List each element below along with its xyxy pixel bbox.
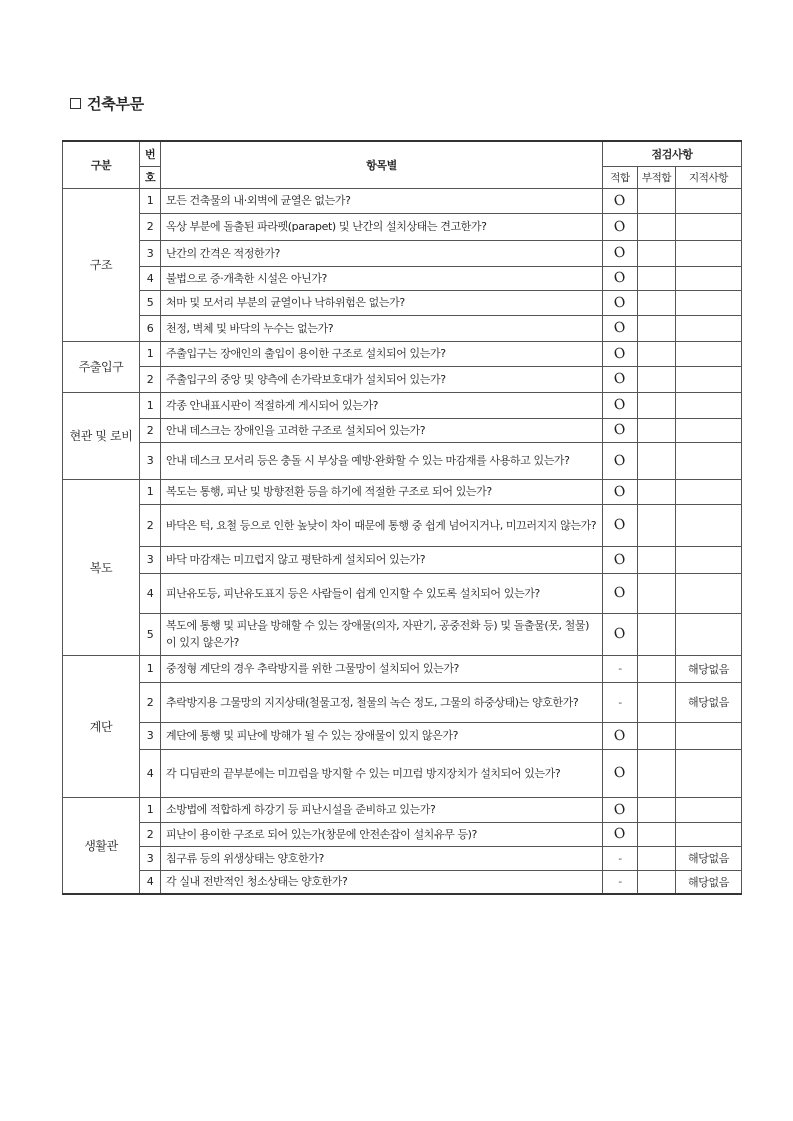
table-row [63,290,742,315]
pass-mark [603,188,638,213]
table-body [63,188,742,894]
item-text: 계단에 통행 및 피난에 방해가 될 수 있는 장애물이 있지 않은가? [161,722,603,749]
fail-mark [638,846,676,870]
pass-mark [603,573,638,613]
row-number: 1 [140,655,161,682]
row-number: 2 [140,822,161,846]
row-number: 3 [140,846,161,870]
handwritten-o-mark: O [612,550,628,569]
handwritten-o-mark: O [612,482,628,501]
table-row [63,749,742,797]
pass-mark: - [603,655,638,682]
remark-text [676,797,742,822]
pass-mark [603,504,638,546]
fail-mark [638,797,676,822]
row-number: 2 [140,366,161,392]
table-row [63,442,742,479]
table-row [63,573,742,613]
item-text: 피난이 용이한 구조로 되어 있는가(창문에 안전손잡이 설치유무 등)? [161,822,603,846]
row-number: 2 [140,418,161,442]
remark-text [676,392,742,418]
handwritten-o-mark: O [612,451,628,470]
row-number: 4 [140,573,161,613]
handwritten-o-mark: O [612,319,628,337]
table-row [63,846,742,870]
row-number: 4 [140,266,161,290]
remark-text [676,546,742,573]
remark-text [676,240,742,266]
pass-mark [603,290,638,315]
pass-mark [603,546,638,573]
item-text: 추락방지용 그물망의 지지상태(철물고정, 철물의 녹슨 정도, 그물의 하중상태)는 양호한가? [161,682,603,722]
fail-mark [638,442,676,479]
fail-mark [638,822,676,846]
table-row [63,392,742,418]
header-number-top: 번 [140,141,161,166]
handwritten-o-mark: O [612,396,628,414]
category-cell: 계단 [63,655,140,797]
remark-text: 해당없음 [676,682,742,722]
category-cell: 주출입구 [63,341,140,392]
pass-mark [603,797,638,822]
handwritten-o-mark: O [612,217,628,236]
table-row [63,188,742,213]
fail-mark [638,870,676,894]
row-number: 1 [140,797,161,822]
remark-text [676,573,742,613]
row-number: 5 [140,290,161,315]
pass-mark [603,749,638,797]
pass-mark: - [603,846,638,870]
inspection-table [62,140,742,895]
table-row [63,822,742,846]
item-text: 난간의 간격은 적정한가? [161,240,603,266]
header-check: 점검사항 [603,141,742,166]
handwritten-o-mark: O [612,244,628,262]
remark-text: 해당없음 [676,870,742,894]
row-number: 2 [140,682,161,722]
handwritten-o-mark: O [612,825,628,843]
handwritten-o-mark: O [612,584,628,602]
item-text: 처마 및 모서리 부분의 균열이나 낙하위험은 없는가? [161,290,603,315]
fail-mark [638,240,676,266]
fail-mark [638,266,676,290]
handwritten-o-mark: O [612,516,628,534]
table-row [63,341,742,366]
header-remark: 지적사항 [676,166,742,188]
handwritten-o-mark: O [612,764,628,782]
fail-mark [638,613,676,655]
remark-text [676,822,742,846]
item-text: 주출입구는 장애인의 출입이 용이한 구조로 설치되어 있는가? [161,341,603,366]
section-heading [70,93,144,114]
row-number: 4 [140,749,161,797]
table-row [63,366,742,392]
pass-mark [603,822,638,846]
pass-mark [603,418,638,442]
remark-text: 해당없음 [676,655,742,682]
section-title: 건축부문 [87,95,144,113]
fail-mark [638,722,676,749]
fail-mark [638,392,676,418]
pass-mark [603,366,638,392]
header-fail: 부적합 [638,166,676,188]
remark-text [676,366,742,392]
item-text: 바닥은 턱, 요철 등으로 인한 높낮이 차이 때문에 통행 중 쉽게 넘어지거나, 미끄러지지 않는가? [161,504,603,546]
fail-mark [638,655,676,682]
category-cell: 생활관 [63,797,140,894]
table-row [63,418,742,442]
pass-mark [603,266,638,290]
header-item: 항목별 [161,141,603,188]
remark-text: 해당없음 [676,846,742,870]
pass-mark: - [603,870,638,894]
remark-text [676,418,742,442]
table-row [63,655,742,682]
fail-mark [638,315,676,341]
row-number: 1 [140,188,161,213]
row-number: 1 [140,341,161,366]
pass-mark: - [603,682,638,722]
fail-mark [638,682,676,722]
fail-mark [638,213,676,240]
category-cell: 복도 [63,479,140,655]
item-text: 복도에 통행 및 피난을 방해할 수 있는 장애물(의자, 자판기, 공중전화 등) 및 돌출물(못, 철물)이 있지 않은가? [161,613,603,655]
handwritten-o-mark: O [612,344,628,363]
remark-text [676,213,742,240]
category-cell: 구조 [63,188,140,341]
row-number: 6 [140,315,161,341]
row-number: 2 [140,504,161,546]
header-category: 구분 [63,141,140,188]
row-number: 3 [140,722,161,749]
remark-text [676,504,742,546]
fail-mark [638,290,676,315]
pass-mark [603,442,638,479]
row-number: 4 [140,870,161,894]
handwritten-o-mark: O [612,191,628,210]
category-cell: 현관 및 로비 [63,392,140,479]
handwritten-o-mark: O [612,726,628,745]
handwritten-o-mark: O [612,625,628,643]
square-bullet-icon [70,98,81,109]
table-row [63,613,742,655]
item-text: 중정형 계단의 경우 추락방지를 위한 그물망이 설치되어 있는가? [161,655,603,682]
table-row [63,213,742,240]
handwritten-o-mark: O [612,800,628,819]
item-text: 안내 데스크 모서리 등은 충돌 시 부상을 예방·완화할 수 있는 마감재를 사용하고 있는가? [161,442,603,479]
remark-text [676,341,742,366]
item-text: 피난유도등, 피난유도표지 등은 사람들이 쉽게 인지할 수 있도록 설치되어 있는가? [161,573,603,613]
handwritten-o-mark: O [612,293,628,312]
item-text: 옥상 부분에 돌출된 파라펫(parapet) 및 난간의 설치상태는 견고한가? [161,213,603,240]
table-row [63,504,742,546]
pass-mark [603,213,638,240]
pass-mark [603,392,638,418]
table-row [63,479,742,504]
row-number: 2 [140,213,161,240]
remark-text [676,442,742,479]
fail-mark [638,341,676,366]
table-row [63,546,742,573]
remark-text [676,188,742,213]
remark-text [676,290,742,315]
pass-mark [603,613,638,655]
table-row [63,870,742,894]
remark-text [676,722,742,749]
row-number: 1 [140,392,161,418]
remark-text [676,315,742,341]
item-text: 천정, 벽체 및 바닥의 누수는 없는가? [161,315,603,341]
table-row [63,315,742,341]
row-number: 3 [140,442,161,479]
fail-mark [638,188,676,213]
remark-text [676,749,742,797]
item-text: 침구류 등의 위생상태는 양호한가? [161,846,603,870]
handwritten-o-mark: O [612,370,628,388]
fail-mark [638,504,676,546]
item-text: 모든 건축물의 내·외벽에 균열은 없는가? [161,188,603,213]
table-row [63,682,742,722]
header-pass: 적합 [603,166,638,188]
pass-mark [603,479,638,504]
row-number: 3 [140,546,161,573]
table-row [63,722,742,749]
item-text: 각종 안내표시판이 적절하게 게시되어 있는가? [161,392,603,418]
pass-mark [603,315,638,341]
header-number-bottom: 호 [140,166,161,188]
fail-mark [638,479,676,504]
pass-mark [603,240,638,266]
remark-text [676,613,742,655]
fail-mark [638,366,676,392]
pass-mark [603,341,638,366]
handwritten-o-mark: O [612,269,628,287]
item-text: 각 실내 전반적인 청소상태는 양호한가? [161,870,603,894]
table-row [63,266,742,290]
pass-mark [603,722,638,749]
item-text: 불법으로 증·개축한 시설은 아닌가? [161,266,603,290]
row-number: 1 [140,479,161,504]
item-text: 소방법에 적합하게 하강기 등 피난시설을 준비하고 있는가? [161,797,603,822]
remark-text [676,479,742,504]
fail-mark [638,749,676,797]
remark-text [676,266,742,290]
row-number: 5 [140,613,161,655]
row-number: 3 [140,240,161,266]
item-text: 각 디딤판의 끝부분에는 미끄럼을 방지할 수 있는 미끄럼 방지장치가 설치되어 있는가? [161,749,603,797]
fail-mark [638,418,676,442]
item-text: 안내 데스크는 장애인을 고려한 구조로 설치되어 있는가? [161,418,603,442]
handwritten-o-mark: O [612,421,628,439]
item-text: 주출입구의 중앙 및 양측에 손가락보호대가 설치되어 있는가? [161,366,603,392]
item-text: 바닥 마감재는 미끄럽지 않고 평탄하게 설치되어 있는가? [161,546,603,573]
table-row [63,240,742,266]
table-row [63,797,742,822]
fail-mark [638,546,676,573]
item-text: 복도는 통행, 피난 및 방향전환 등을 하기에 적절한 구조로 되어 있는가? [161,479,603,504]
fail-mark [638,573,676,613]
